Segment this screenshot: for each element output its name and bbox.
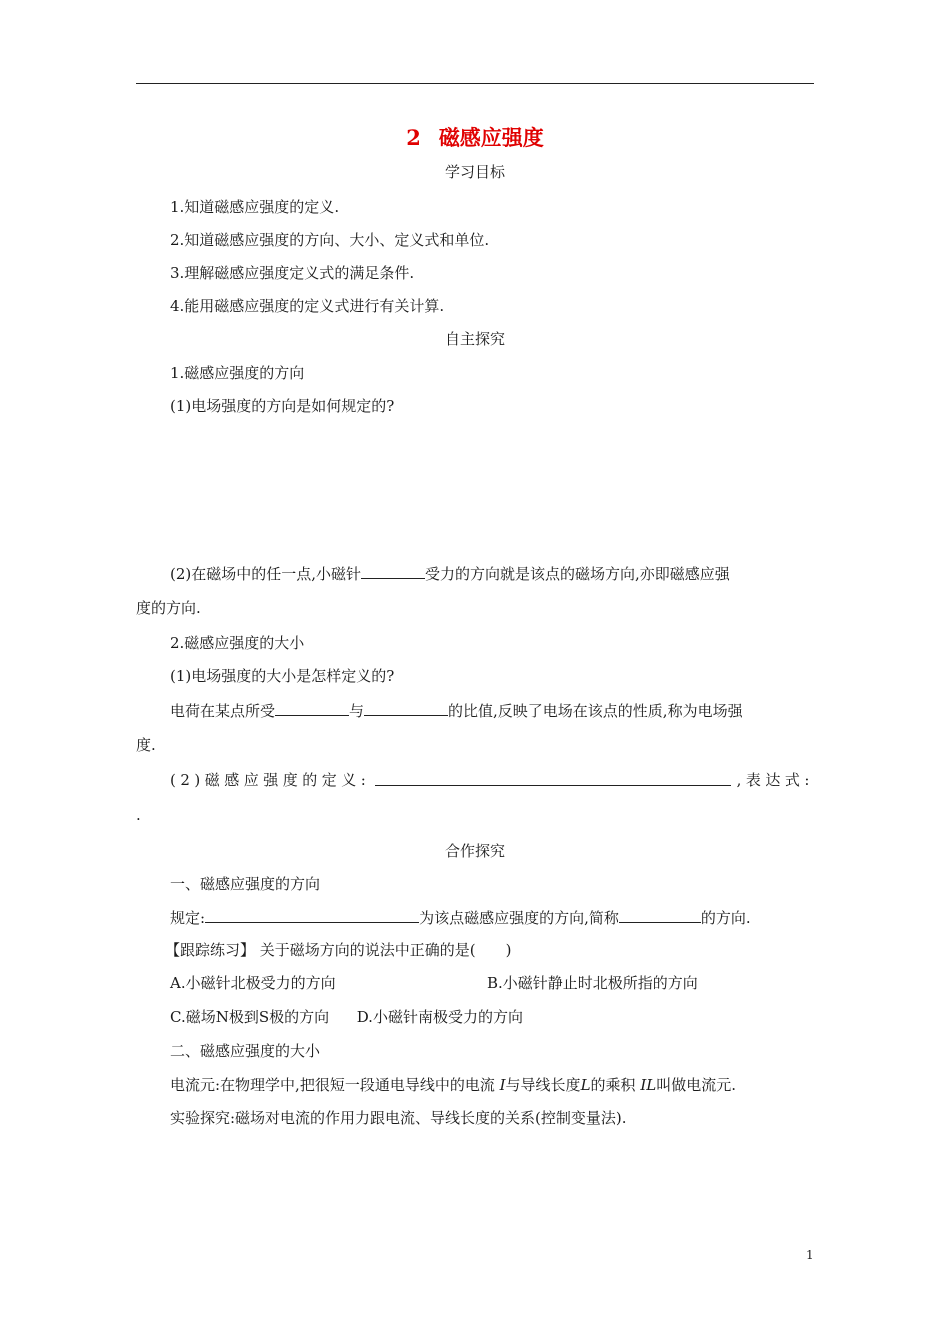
fill-blank[interactable] bbox=[364, 700, 448, 716]
q2-part2-cont: . bbox=[136, 806, 141, 824]
q2-fill-cont: 度. bbox=[136, 736, 156, 754]
page-number: 1 bbox=[806, 1248, 814, 1262]
title-number: 2 bbox=[406, 125, 421, 150]
coop-rule-text-b: 为该点磁感应强度的方向,简称 bbox=[419, 909, 619, 927]
current-element-definition bbox=[170, 1075, 736, 1095]
fill-blank[interactable] bbox=[205, 907, 419, 923]
q2-part1: (1)电场强度的大小是怎样定义的? bbox=[170, 667, 395, 685]
q1-part2-text-b: 受力的方向就是该点的磁场方向,亦即磁感应强 bbox=[425, 565, 730, 583]
fill-blank[interactable] bbox=[375, 770, 731, 786]
objective-4: 4.能用磁感应强度的定义式进行有关计算. bbox=[170, 297, 445, 315]
q2-fill bbox=[170, 700, 743, 721]
q2-heading: 2.磁感应强度的大小 bbox=[170, 634, 305, 652]
q1-part2-cont: 度的方向. bbox=[136, 599, 201, 617]
q2-part2-text-b: ,表达式: bbox=[736, 771, 814, 789]
experiment-line: 实验探究:磁场对电流的作用力跟电流、导线长度的关系(控制变量法). bbox=[170, 1109, 627, 1127]
objective-3: 3.理解磁感应强度定义式的满足条件. bbox=[170, 264, 415, 282]
option-c: C.磁场N极到S极的方向 bbox=[170, 1008, 330, 1026]
q1-part2-text-a: (2)在磁场中的任一点,小磁针 bbox=[170, 565, 362, 583]
coop-rule-text-c: 的方向. bbox=[700, 909, 751, 927]
current-element-text-d: 叫做电流元. bbox=[656, 1076, 736, 1094]
title-text: 磁感应强度 bbox=[438, 125, 544, 150]
fill-blank[interactable] bbox=[361, 563, 425, 579]
q2-fill-text-b: 与 bbox=[349, 702, 365, 720]
q1-part2 bbox=[170, 563, 730, 584]
current-element-text-c: 的乘积 bbox=[590, 1076, 636, 1094]
symbol-current-element: IL bbox=[640, 1076, 657, 1094]
q1-part1: (1)电场强度的方向是如何规定的? bbox=[170, 397, 395, 415]
q2-fill-text-c: 的比值,反映了电场在该点的性质,称为电场强 bbox=[448, 702, 743, 720]
exercise-tag: 【跟踪练习】 bbox=[165, 941, 256, 959]
symbol-length: L bbox=[580, 1076, 591, 1094]
q2-part2 bbox=[170, 770, 814, 790]
q2-fill-text-a: 电荷在某点所受 bbox=[170, 702, 276, 720]
section-heading-cooperative: 合作探究 bbox=[444, 842, 505, 860]
page-title bbox=[136, 124, 814, 152]
fill-blank[interactable] bbox=[275, 700, 349, 716]
option-cd-row bbox=[170, 1007, 523, 1027]
coop-sec2-heading: 二、磁感应强度的大小 bbox=[170, 1042, 321, 1060]
q1-heading: 1.磁感应强度的方向 bbox=[170, 364, 305, 382]
current-element-text-b: 与导线长度 bbox=[505, 1076, 581, 1094]
section-heading-self-study: 自主探究 bbox=[444, 330, 505, 348]
option-d: D.小磁针南极受力的方向 bbox=[356, 1008, 523, 1026]
section-heading-objectives: 学习目标 bbox=[444, 163, 505, 181]
exercise-question: 关于磁场方向的说法中正确的是( ) bbox=[259, 941, 512, 959]
coop-rule-text-a: 规定: bbox=[170, 909, 206, 927]
objective-1: 1.知道磁感应强度的定义. bbox=[170, 198, 340, 216]
coop-rule bbox=[170, 907, 751, 928]
q2-part2-text-a: (2)磁感应强度的定义: bbox=[170, 771, 371, 789]
option-a: A.小磁针北极受力的方向 bbox=[170, 974, 336, 992]
header-rule bbox=[136, 83, 814, 84]
objective-2: 2.知道磁感应强度的方向、大小、定义式和单位. bbox=[170, 231, 490, 249]
exercise-line bbox=[165, 940, 512, 960]
option-b: B.小磁针静止时北极所指的方向 bbox=[487, 974, 698, 992]
fill-blank[interactable] bbox=[619, 907, 701, 923]
coop-sec1-heading: 一、磁感应强度的方向 bbox=[170, 875, 321, 893]
current-element-text-a: 电流元:在物理学中,把很短一段通电导线中的电流 bbox=[170, 1076, 495, 1094]
symbol-current: I bbox=[499, 1076, 506, 1094]
